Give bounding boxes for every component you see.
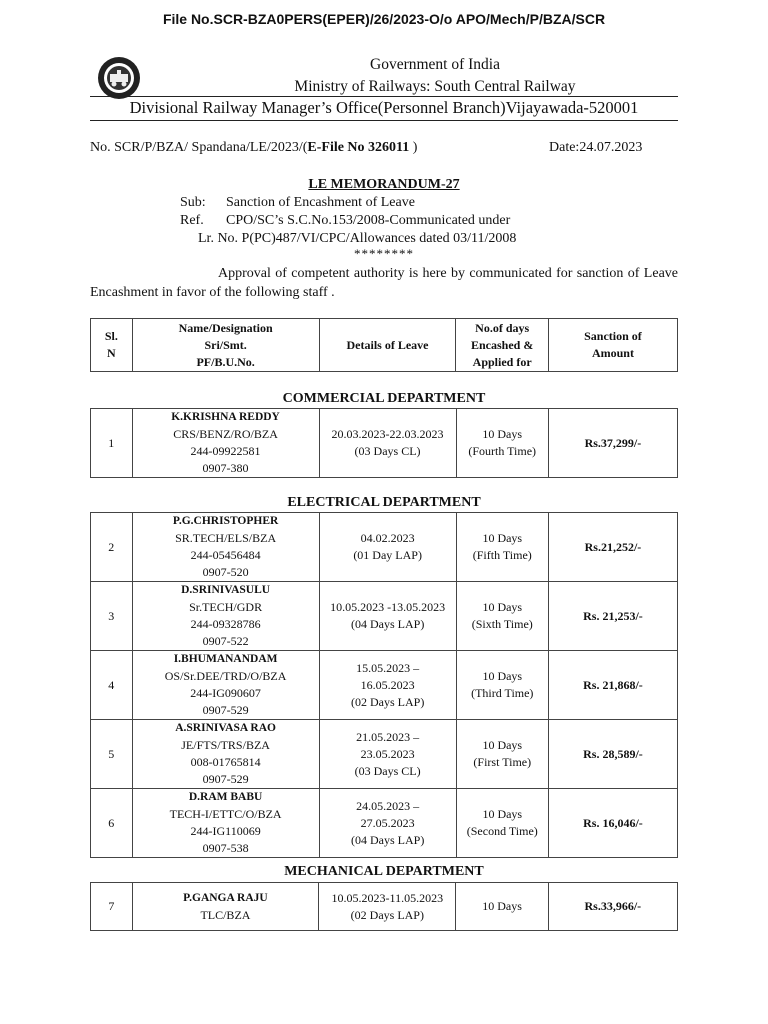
row-days: 10 Days (Third Time) — [456, 651, 548, 720]
row-days: 10 Days (Fifth Time) — [456, 513, 548, 582]
row-leave-details: 20.03.2023-22.03.2023 (03 Days CL) — [319, 409, 456, 478]
row-days: 10 Days — [456, 883, 548, 931]
electrical-table — [90, 512, 678, 858]
header-name: Name/Designation Sri/Smt. PF/B.U.No. — [132, 319, 319, 372]
header-sl: Sl. N — [91, 319, 133, 372]
row-days: 10 Days (Second Time) — [456, 789, 548, 858]
separator-stars: ******** — [354, 246, 414, 261]
row-sl: 1 — [91, 409, 133, 478]
row-sl: 2 — [91, 513, 133, 582]
row-leave-details: 24.05.2023 – 27.05.2023 (04 Days LAP) — [319, 789, 456, 858]
subject-label: Sub: — [180, 195, 206, 210]
table-row — [91, 582, 678, 651]
row-sl: 6 — [91, 789, 133, 858]
row-amount: Rs.21,252/- — [548, 513, 677, 582]
header-amount: Sanction of Amount — [548, 319, 677, 372]
ministry-heading: Ministry of Railways: South Central Railway — [294, 78, 576, 95]
table-row — [91, 720, 678, 789]
mechanical-department-heading: MECHANICAL DEPARTMENT — [284, 864, 484, 879]
row-sl: 4 — [91, 651, 133, 720]
row-employee: I.BHUMANANDAM OS/Sr.DEE/TRD/O/BZA 244-IG090607 0907-529 — [132, 651, 319, 720]
reference-text: CPO/SC’s S.C.No.153/2008-Communicated under — [226, 213, 511, 228]
row-leave-details: 04.02.2023 (01 Day LAP) — [319, 513, 456, 582]
row-employee: D.RAM BABU TECH-I/ETTC/O/BZA 244-IG110069 0907-538 — [132, 789, 319, 858]
table-row — [91, 789, 678, 858]
row-leave-details: 10.05.2023-11.05.2023 (02 Days LAP) — [319, 883, 456, 931]
row-sl: 3 — [91, 582, 133, 651]
letter-reference: Lr. No. P(PC)487/VI/CPC/Allowances dated 03/11/2008 — [198, 231, 517, 246]
efile-number: E-File No 326011 — [307, 140, 410, 155]
row-employee: P.GANGA RAJU TLC/BZA — [132, 883, 319, 931]
row-leave-details: 21.05.2023 – 23.05.2023 (03 Days CL) — [319, 720, 456, 789]
row-sl: 7 — [91, 883, 133, 931]
row-amount: Rs. 16,046/- — [548, 789, 677, 858]
row-amount: Rs. 21,868/- — [548, 651, 677, 720]
row-amount: Rs.37,299/- — [548, 409, 677, 478]
approval-paragraph: Approval of competent authority is here by communicated for sanction of Leave Encashment in favor of the following staff . — [90, 266, 678, 300]
commercial-department-heading: COMMERCIAL DEPARTMENT — [282, 391, 486, 406]
header-days: No.of days Encashed & Applied for — [456, 319, 549, 372]
row-days: 10 Days (Sixth Time) — [456, 582, 548, 651]
reference-label: Ref. — [180, 213, 204, 228]
row-employee: K.KRISHNA REDDY CRS/BENZ/RO/BZA 244-09922581 0907-380 — [132, 409, 319, 478]
row-days: 10 Days (First Time) — [456, 720, 548, 789]
reference-suffix: ) — [409, 140, 418, 155]
row-leave-details: 10.05.2023 -13.05.2023 (04 Days LAP) — [319, 582, 456, 651]
electrical-department-heading: ELECTRICAL DEPARTMENT — [287, 495, 481, 510]
subject-text: Sanction of Encashment of Leave — [226, 195, 415, 210]
row-amount: Rs. 28,589/- — [548, 720, 677, 789]
row-sl: 5 — [91, 720, 133, 789]
header-details: Details of Leave — [319, 319, 456, 372]
government-heading: Government of India — [370, 56, 500, 73]
indian-railways-logo — [97, 56, 141, 100]
row-leave-details: 15.05.2023 – 16.05.2023 (02 Days LAP) — [319, 651, 456, 720]
row-amount: Rs. 21,253/- — [548, 582, 677, 651]
row-employee: A.SRINIVASA RAO JE/FTS/TRS/BZA 008-01765814 0907-529 — [132, 720, 319, 789]
memo-title — [0, 177, 768, 193]
row-amount: Rs.33,966/- — [548, 883, 677, 931]
row-days: 10 Days (Fourth Time) — [456, 409, 548, 478]
file-number: File No.SCR-BZA0PERS(EPER)/26/2023-O/o APO/Mech/P/BZA/SCR — [162, 11, 606, 27]
table-row — [91, 513, 678, 582]
table-row — [91, 883, 678, 931]
reference-prefix: No. SCR/P/BZA/ Spandana/LE/2023/( — [90, 140, 308, 155]
commercial-table — [90, 408, 678, 478]
table-row — [91, 651, 678, 720]
office-heading: Divisional Railway Manager’s Office(Personnel Branch)Vijayawada-520001 — [90, 96, 678, 121]
row-employee: P.G.CHRISTOPHER SR.TECH/ELS/BZA 244-05456484 0907-520 — [132, 513, 319, 582]
row-employee: D.SRINIVASULU Sr.TECH/GDR 244-09328786 0907-522 — [132, 582, 319, 651]
table-row — [91, 409, 678, 478]
mechanical-table — [90, 882, 678, 931]
memo-date: Date:24.07.2023 — [549, 140, 643, 155]
reference-number — [90, 140, 417, 156]
memo-title-text: LE MEMORANDUM-27 — [308, 177, 460, 192]
table-header — [90, 318, 678, 372]
